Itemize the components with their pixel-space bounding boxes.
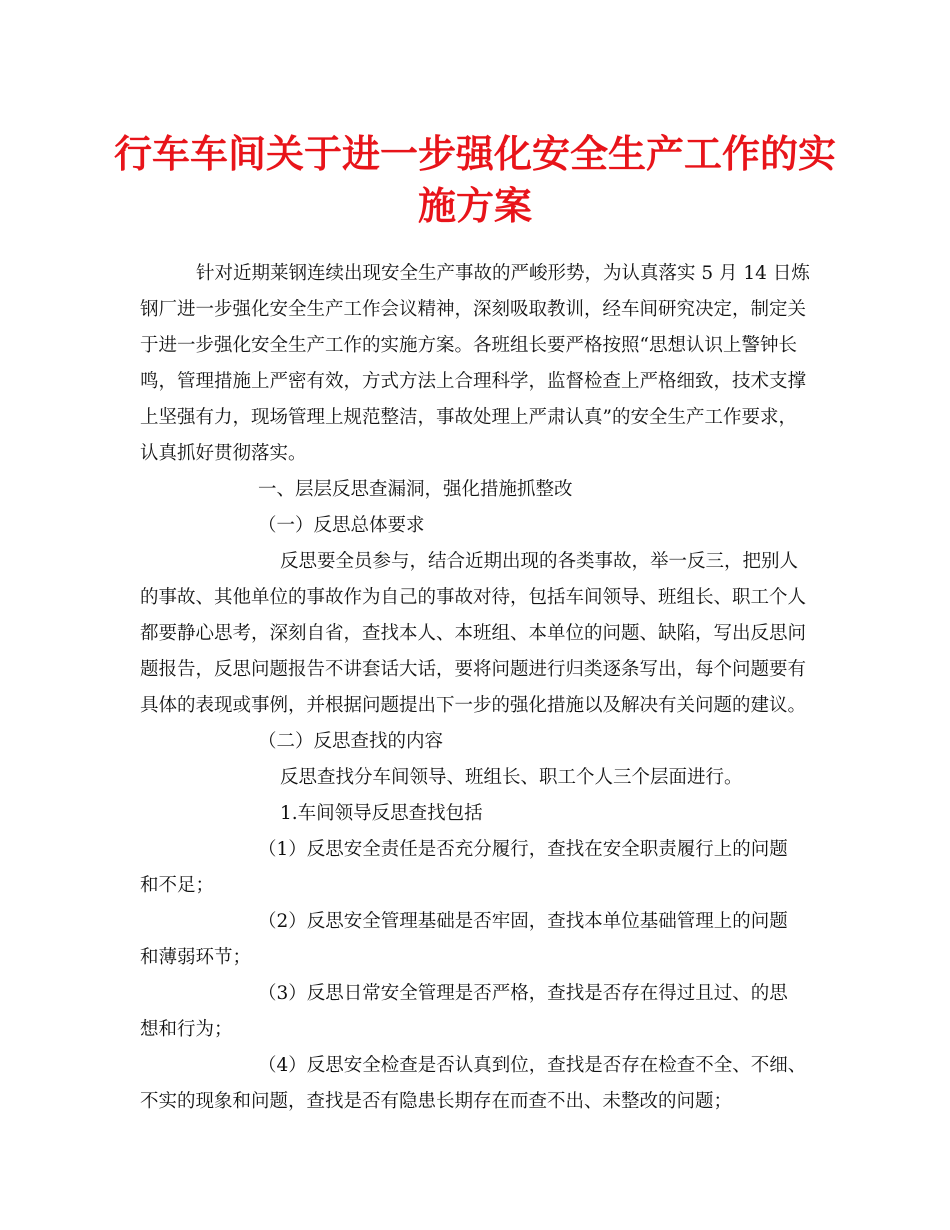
intro-line-1: 针对近期莱钢连续出现安全生产事故的严峻形势，为认真落实 5 月 14 日炼 bbox=[196, 263, 810, 284]
item-1-heading: 1.车间领导反思查找包括 bbox=[280, 803, 483, 824]
intro-line-6: 认真抓好贯彻落实。 bbox=[140, 443, 307, 464]
sub-1-line-1: 反思要全员参与，结合近期出现的各类事故，举一反三，把别人 bbox=[280, 551, 799, 572]
intro-line-4: 鸣，管理措施上严密有效，方式方法上合理科学，监督检查上严格细致，技术支撑 bbox=[140, 371, 807, 392]
item-1-line-2: 和不足； bbox=[140, 875, 215, 896]
document-title-line-2: 施方案 bbox=[417, 183, 532, 228]
item-1-line-1: （1）反思安全责任是否充分履行，查找在安全职责履行上的问题 bbox=[258, 839, 788, 860]
item-4-line-1: （4）反思安全检查是否认真到位，查找是否存在检查不全、不细、 bbox=[258, 1055, 807, 1076]
intro-line-3: 于进一步强化安全生产工作的实施方案。各班组长要严格按照“思想认识上警钟长 bbox=[140, 335, 797, 356]
sub-1-line-3: 都要静心思考，深刻自省，查找本人、本班组、本单位的问题、缺陷，写出反思问 bbox=[140, 623, 807, 644]
item-2-line-1: （2）反思安全管理基础是否牢固，查找本单位基础管理上的问题 bbox=[258, 911, 788, 932]
item-2-line-2: 和薄弱环节； bbox=[140, 947, 252, 968]
intro-line-5: 上坚强有力，现场管理上规范整洁，事故处理上严肃认真”的安全生产工作要求， bbox=[140, 407, 797, 428]
item-3-line-2: 想和行为； bbox=[140, 1019, 233, 1040]
section-1-heading: 一、层层反思查漏洞，强化措施抓整改 bbox=[258, 479, 573, 500]
item-4-line-2: 不实的现象和问题，查找是否有隐患长期存在而查不出、未整改的问题； bbox=[140, 1091, 733, 1112]
sub-1-heading: （一）反思总体要求 bbox=[258, 515, 425, 536]
item-3-line-1: （3）反思日常安全管理是否严格，查找是否存在得过且过、的思 bbox=[258, 983, 788, 1004]
sub-1-line-5: 具体的表现或事例，并根据问题提出下一步的强化措施以及解决有关问题的建议。 bbox=[140, 695, 807, 716]
document-title-line-1: 行车车间关于进一步强化安全生产工作的实 bbox=[113, 131, 836, 176]
sub-1-line-2: 的事故、其他单位的事故作为自己的事故对待，包括车间领导、班组长、职工个人 bbox=[140, 587, 807, 608]
sub-1-line-4: 题报告，反思问题报告不讲套话大话，要将问题进行归类逐条写出，每个问题要有 bbox=[140, 659, 807, 680]
sub-2-heading: （二）反思查找的内容 bbox=[258, 731, 444, 752]
sub-2-intro: 反思查找分车间领导、班组长、职工个人三个层面进行。 bbox=[280, 767, 743, 788]
intro-line-2: 钢厂进一步强化安全生产工作会议精神，深刻吸取教训，经车间研究决定，制定关 bbox=[140, 299, 807, 320]
